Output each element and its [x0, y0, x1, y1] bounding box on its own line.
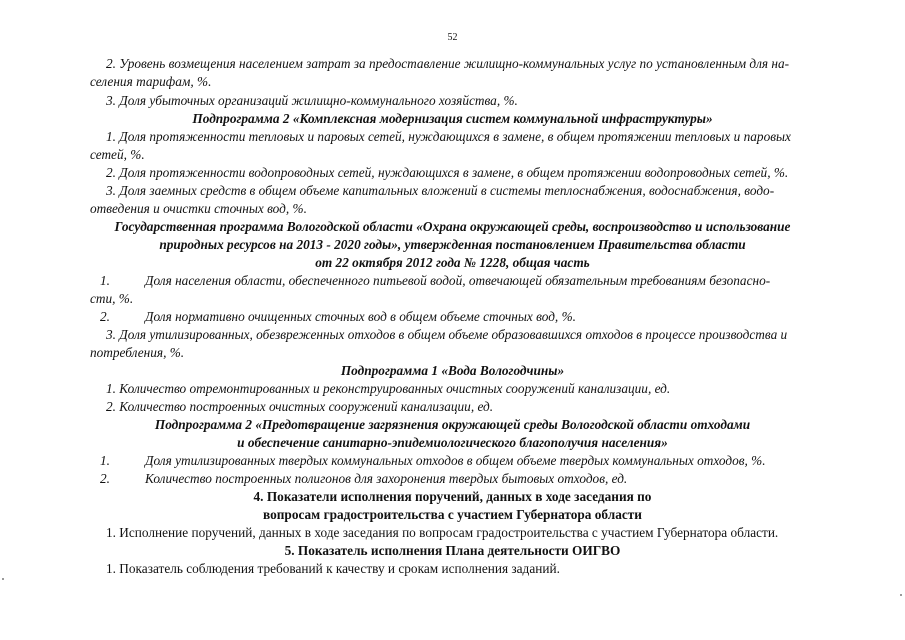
page-number: 52: [447, 32, 458, 43]
subprogram-heading: и обеспечение санитарно-эпидемиологического благополучия населения»: [237, 435, 668, 450]
item-number: 1.: [100, 453, 110, 468]
text-line: 2. Доля протяженности водопроводных сетей, нуждающихся в замене, в общем протяжении водопроводных сетей, %.: [106, 165, 789, 180]
text-line: Доля утилизированных твердых коммунальных отходов в общем объеме твердых коммунальных отходов, %.: [145, 453, 766, 468]
subprogram-heading: Подпрограмма 2 «Предотвращение загрязнения окружающей среды Вологодской области отходами: [154, 417, 751, 432]
text-line: 1. Показатель соблюдения требований к качеству и срокам исполнения заданий.: [106, 561, 560, 576]
text-line: 2. Уровень возмещения населением затрат за предоставление жилищно-коммунальных услуг по установленным для на-: [106, 56, 790, 71]
text-line: 3. Доля утилизированных, обезвреженных отходов в общем объеме образовавшихся отходов в процессе производства и: [106, 327, 788, 342]
text-line: сетей, %.: [90, 147, 145, 162]
section-heading: 5. Показатель исполнения Плана деятельности ОИГВО: [284, 543, 621, 558]
text-line: 2. Количество построенных очистных сооружений канализации, ед.: [106, 399, 494, 414]
program-heading: природных ресурсов на 2013 - 2020 годы», утвержденная постановлением Правительства области: [159, 237, 746, 252]
text-line: Доля нормативно очищенных сточных вод в общем объеме сточных вод, %.: [145, 309, 576, 324]
section-heading: 4. Показатели исполнения поручений, данных в ходе заседания по: [253, 489, 652, 504]
text-line: селения тарифам, %.: [90, 74, 212, 89]
text-line: потребления, %.: [90, 345, 185, 360]
text-line: Доля населения области, обеспеченного питьевой водой, отвечающей обязательным требованиям безопасно-: [145, 273, 771, 288]
subprogram-heading: Подпрограмма 1 «Вода Вологодчины»: [340, 363, 565, 378]
section-heading: вопросам градостроительства с участием Губернатора области: [263, 507, 642, 522]
text-line: сти, %.: [90, 291, 134, 306]
item-number: 1.: [100, 273, 110, 288]
text-line: 1. Количество отремонтированных и реконструированных очистных сооружений канализации, ед.: [106, 381, 671, 396]
text-line: 3. Доля заемных средств в общем объеме капитальных вложений в системы теплоснабжения, водоснабжения, водо-: [106, 183, 775, 198]
text-line: Количество построенных полигонов для захоронения твердых бытовых отходов, ед.: [145, 471, 628, 486]
scan-mark: [900, 594, 902, 596]
program-heading: от 22 октября 2012 года № 1228, общая часть: [315, 255, 590, 270]
program-heading: Государственная программа Вологодской области «Охрана окружающей среды, воспроизводство и использование: [114, 219, 791, 234]
item-number: 2.: [100, 309, 110, 324]
subprogram-heading: Подпрограмма 2 «Комплексная модернизация систем коммунальной инфраструктуры»: [192, 111, 713, 126]
text-line: отведения и очистки сточных вод, %.: [90, 201, 307, 216]
text-line: 1. Исполнение поручений, данных в ходе заседания по вопросам градостроительства с участием Губернатора области.: [106, 525, 779, 540]
text-line: 1. Доля протяженности тепловых и паровых сетей, нуждающихся в замене, в общем протяжении тепловых и паровых: [106, 129, 791, 144]
text-line: 3. Доля убыточных организаций жилищно-коммунального хозяйства, %.: [106, 93, 518, 108]
scan-mark: [2, 578, 4, 580]
item-number: 2.: [100, 471, 110, 486]
